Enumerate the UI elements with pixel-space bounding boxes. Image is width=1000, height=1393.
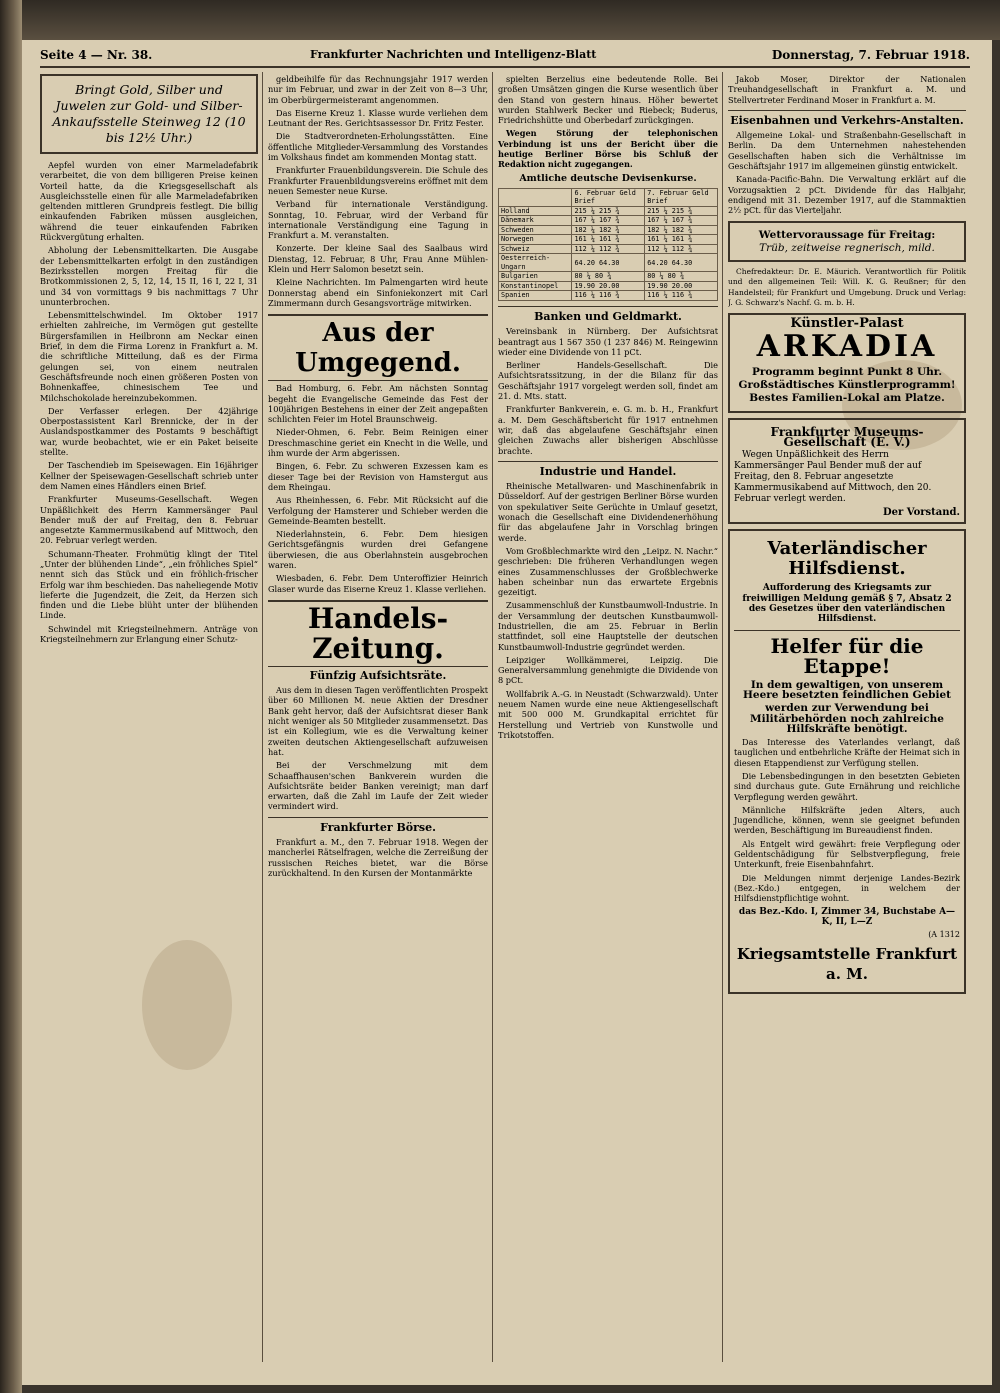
article-paragraph: Kleine Nachrichten. Im Palmengarten wird heute Donnerstag abend ein Sinfoniekonzert mit Carl Zimmermann durch Gesangsvorträge mitwirken. [268, 277, 488, 308]
article-paragraph: Der Taschendieb im Speisewagen. Ein 16jähriger Kellner der Speisewagen-Gesellschaft schrieb unter dem Namen eines Händlers einen Brief. [40, 460, 258, 491]
hilfsdienst-notice [728, 529, 966, 994]
column-rule [262, 72, 263, 1362]
article-paragraph: Die Meldungen nimmt derjenige Landes-Bezirk (Bez.-Kdo.) entgegen, in welchem der Hilfsdienstpflichtige wohnt. [734, 872, 960, 904]
devisen-table [498, 188, 718, 301]
article-paragraph: Rheinische Metallwaren- und Maschinenfabrik in Düsseldorf. Auf der gestrigen Berliner Börse wurden von spekulativer Seite Gerüchte in Umlauf gesetzt, wonach die Gesellschaft eine Dividendenerhöhung für das abgelaufene Jahr in Vorschlag bringen werde. [498, 481, 718, 543]
page-header [40, 44, 970, 68]
etappe-title: Helfer für die Etappe! [770, 633, 924, 678]
table-cell: 112 ¼ 112 ¾ [645, 244, 718, 254]
divider [498, 306, 718, 307]
masthead: Frankfurter Nachrichten und Intelligenz-Blatt [310, 48, 597, 61]
hilfsdienst-sub: Aufforderung des Kriegsamts zur freiwilligen Meldung gemäß § 7, Absatz 2 des Gesetzes über den vaterländischen Hilfsdienst. [742, 583, 952, 625]
article-paragraph: Wegen Störung der telephonischen Verbindung ist uns der Bericht über die heutige Berliner Börse bis Schluß der Redaktion nicht zugegangen. [498, 128, 718, 170]
table-cell: Norwegen [499, 235, 572, 245]
article-paragraph: Aus dem in diesen Tagen veröffentlichten Prospekt über 60 Millionen M. neue Aktien der Dresdner Bank geht hervor, daß der Aufsichtsrat dieser Bank nicht weniger als 50 Mitglieder zusammensetzt. Das ist ein Kollegium, wie es die Verwaltung keiner zweiten deutschen Aktiengesellschaft aufzuweisen hat. [268, 685, 488, 757]
article-paragraph: Der Verfasser erlegen. Der 42jährige Oberpostassistent Karl Brennicke, der in der Auslandspostkammer des Postamts 9 beschäftigt war, wurde beobachtet, wie er ein Paket beiseite stellte. [40, 405, 258, 458]
column-rule [492, 72, 493, 1362]
article-paragraph: Kanada-Pacific-Bahn. Die Verwaltung erklärt auf die Vorzugsaktien 2 pCt. Dividende für das Halbjahr, endigend mit 31. Dezember 1917, auf die Stammaktien 2½ pCt. für das Vierteljahr. [728, 174, 966, 216]
column-3 [498, 74, 718, 1364]
scan-top-band [0, 0, 1000, 40]
article-paragraph: geldbeihilfe für das Rechnungsjahr 1917 werden nur im Februar, und zwar in der Zeit von 8—3 Uhr, im Oberbürgermeisteramt angenommen. [268, 74, 488, 105]
article-paragraph: Abholung der Lebensmittelkarten. Die Ausgabe der Lebensmittelkarten erfolgt in den zuständigen Bezirksstellen morgen Freitag für die Brotkommissionen 2, 5, 12, 14, 15 II, 16 I, 22 I, 31 und 34 von vormittags 9 bis nachmittags 7 Uhr ununterbrochen. [40, 245, 258, 307]
table-cell: Bulgarien [499, 272, 572, 282]
table-cell: 182 ¼ 182 ¾ [572, 225, 645, 235]
table-row [499, 291, 718, 301]
article-paragraph: Die Lebensbedingungen in den besetzten Gebieten sind durchaus gute. Gute Ernährung und reichliche Verpflegung werden gewährt. [734, 770, 960, 802]
weather-forecast: Trüb, zeitweise regnerisch, mild. [759, 241, 935, 254]
hilfsdienst-title: Vaterländischer Hilfsdienst. [767, 538, 927, 580]
article-paragraph: Berliner Handels-Gesellschaft. Die Aufsichtsratssitzung, in der die Bilanz für das Geschäftsjahr 1917 vorgelegt werden soll, findet am 21. d. Mts. statt. [498, 360, 718, 402]
ad-reference: (A 1312 [928, 930, 960, 940]
article-paragraph: Die Stadtverordneten-Erholungsstätten. Eine öffentliche Mitglieder-Versammlung des Vorstandes im Volkshaus findet am kommenden Montag statt. [268, 131, 488, 163]
table-row [499, 281, 718, 291]
museum-notice [728, 418, 966, 525]
divider [728, 110, 966, 111]
book-spine [0, 0, 22, 1393]
page-number: Seite 4 — Nr. 38. [40, 48, 153, 62]
article-paragraph: spielten Berzelius eine bedeutende Rolle. Bei großen Umsätzen gingen die Kurse wesentlich über den Stand von gestern hinaus. Höher bewertet wurden Stahlwerk Becker und Riebeck; Buderus, Friedrichshütte und Oberbedarf zurückgingen. [498, 74, 718, 126]
article-paragraph: Bad Homburg, 6. Febr. Am nächsten Sonntag begeht die Evangelische Gemeinde das Fest der 100jährigen Bestehens in einer der Zeit angepaßten schlichten Feier im Hotel Braunschweig. [268, 383, 488, 425]
museum-signature: Der Vorstand. [882, 507, 960, 519]
table-cell: Holland [499, 206, 572, 216]
table-cell: 19.90 20.00 [645, 281, 718, 291]
table-cell: 112 ¼ 112 ¾ [572, 244, 645, 254]
kdo-line: das Bez.-Kdo. I, Zimmer 34, Buchstabe A—K, II, L—Z [738, 906, 956, 927]
issue-date: Donnerstag, 7. Februar 1918. [771, 48, 970, 62]
table-cell: 215 ¼ 215 ¾ [572, 206, 645, 216]
article-headline: Banken und Geldmarkt. [534, 309, 682, 323]
column-1 [40, 74, 258, 1364]
table-cell: 167 ¼ 167 ¾ [572, 216, 645, 226]
table-cell: 64.20 64.30 [645, 254, 718, 272]
table-cell: 80 ¼ 80 ¾ [645, 272, 718, 282]
table-cell: 182 ¼ 182 ¾ [645, 225, 718, 235]
section-title-handels: Handels-Zeitung. [268, 600, 488, 667]
table-cell: 64.20 64.30 [572, 254, 645, 272]
table-row [499, 235, 718, 245]
article-headline: Eisenbahnen und Verkehrs-Anstalten. [730, 113, 964, 127]
table-header-cell [499, 188, 572, 206]
article-paragraph: Aus Rheinhessen, 6. Febr. Mit Rücksicht auf die Verfolgung der Hamsterer und Schieber werden die Gemeinde-Beamten bestellt. [268, 495, 488, 526]
table-cell: 19.90 20.00 [572, 281, 645, 291]
article-paragraph: Vereinsbank in Nürnberg. Der Aufsichtsrat beantragt aus 1 567 350 (1 237 846) M. Reingewinn wieder eine Dividende von 11 pCt. [498, 326, 718, 357]
article-paragraph: Als Entgelt wird gewährt: freie Verpflegung oder Geldentschädigung für Selbstverpflegung, freie Unterkunft, freie Eisenbahnfahrt. [734, 838, 960, 870]
table-cell: 161 ¼ 161 ¾ [572, 235, 645, 245]
table-cell: 167 ¼ 167 ¾ [645, 216, 718, 226]
article-paragraph: Bingen, 6. Febr. Zu schweren Exzessen kam es dieser Tage bei der Revision von Hamstergut aus dem Rheingau. [268, 461, 488, 492]
arkadia-line: Bestes Familien-Lokal am Platze. [749, 392, 945, 405]
article-paragraph: Leipziger Wollkämmerei, Leipzig. Die Generalversammlung genehmigte die Dividende von 8 pCt. [498, 654, 718, 686]
table-row [499, 225, 718, 235]
article-headline: Frankfurter Börse. [320, 820, 436, 834]
table-cell: Schweiz [499, 244, 572, 254]
table-row [499, 244, 718, 254]
column-4 [728, 74, 966, 1364]
column-rule [722, 72, 723, 1362]
article-headline: Industrie und Handel. [539, 464, 677, 478]
article-paragraph: Schwindel mit Kriegsteilnehmern. Anträge von Kriegsteilnehmern zur Erlangung einer Schutz- [40, 623, 258, 645]
article-paragraph: Frankfurter Bankverein, e. G. m. b. H., Frankfurt a. M. Dem Geschäftsbericht für 1917 entnehmen wir, daß das abgelaufene Geschäftsjahr einen gleichen Zuwachs aller bisherigen Abschlüsse brachte. [498, 404, 718, 456]
article-paragraph: Lebensmittelschwindel. Im Oktober 1917 erhielten zahlreiche, im Vermögen gut gestellte Bürgersfamilien in Heilbronn am Neckar einen Brief, in dem die Firma Lorenz in Frankfurt a. M. die schriftliche Mitteilung, daß es der Firma gelungen sei, von einem neutralen Geschäftsfreunde noch einen größeren Posten von Bohnenkaffee, chinesischem Tee und Milchschokolade hereinzubekommen. [40, 310, 258, 403]
article-paragraph: Allgemeine Lokal- und Straßenbahn-Gesellschaft in Berlin. Da dem Unternehmen nahestehenden Gesellschaften haben sich die Verhältnisse im Geschäftsjahr 1917 im allgemeinen günstig entwickelt. [728, 130, 966, 172]
table-header-cell: 7. Februar Geld Brief [645, 188, 718, 206]
table-cell: Dänemark [499, 216, 572, 226]
article-paragraph: Wollfabrik A.-G. in Neustadt (Schwarzwald). Unter neuem Namen wurde eine neue Aktiengesellschaft mit 500 000 M. Grundkapital errichtet für Herstellung und Vertrieb von Kunstwolle und Trikotstoffen. [498, 688, 718, 740]
museum-title: Frankfurter Museums-Gesellschaft (E. V.) [770, 424, 924, 449]
table-header-row [499, 188, 718, 206]
imprint: Chefredakteur: Dr. E. Mäurich. Verantwortlich für Politik und den allgemeinen Teil: Will. K. G. Reußner; für den Handelsteil; für Frankfurt und Umgebung. Druck und Verlag: J. G. Schwarz's Nachf. G. m. b. H. [728, 267, 966, 308]
weather-box [728, 221, 966, 263]
article-paragraph: Frankfurt a. M., den 7. Februar 1918. Wegen der mancherlei Rätselfragen, welche die Zerreißung der russischen Reiches bietet, war die Börse zurückhaltend. In den Kursen der Montanmärkte [268, 837, 488, 878]
divider [268, 817, 488, 818]
table-header-cell: 6. Februar Geld Brief [572, 188, 645, 206]
arkadia-ad [728, 313, 966, 412]
article-paragraph: Aepfel wurden von einer Marmeladefabrik verarbeitet, die von dem billigeren Preise keinen Vorteil hatte, da die Kriegsgesellschaft als Ausgleichsstelle einen für alle Marmeladefabriken geltenden mittleren Grundpreis festlegt. Die billig einkaufenden Fabriken müssen ausgleichen, während die teuer einkaufenden Fabriken Rückvergütung erhalten. [40, 160, 258, 243]
article-paragraph: Nieder-Ohmen, 6. Febr. Beim Reinigen einer Dreschmaschine geriet ein Knecht in die Welle, und ihm wurde der Arm abgerissen. [268, 427, 488, 459]
section-title-umgegend: Aus der Umgegend. [268, 314, 488, 381]
museum-text: Wegen Unpäßlichkeit des Herrn Kammersänger Paul Bender muß der auf Freitag, den 8. Februar angesetzte Kammermusikabend auf Mittwoch, den 20. Februar verlegt werden. [734, 450, 932, 505]
article-headline: Fünfzig Aufsichtsräte. [309, 668, 447, 682]
table-row [499, 216, 718, 226]
article-paragraph: Zusammenschluß der Kunstbaumwoll-Industrie. In der Versammlung der deutschen Kunstbaumwoll-Industriellen, die am 25. Februar in Berlin stattfindet, soll eine Hauptstelle der deutschen Kunstbaumwoll-Industrie gegründet werden. [498, 600, 718, 652]
article-paragraph: Vom Großblechmarkte wird den „Leipz. N. Nachr.“ geschrieben: Die früheren Verhandlungen wegen eines Zusammenschlusses der Großblechwerke haben scheinbar nun das erwartete Ergebnis gezeitigt. [498, 545, 718, 598]
article-paragraph: Bei der Verschmelzung mit dem Schaaffhausen'schen Bankverein wurden die Aufsichtsräte beider Banken vereinigt; man darf erwarten, daß die Zahl im Laufe der Zeit wieder vermindert wird. [268, 760, 488, 812]
article-paragraph: Verband für internationale Verständigung. Sonntag, 10. Februar, wird der Verband für internationale Verständigung eine Tagung in Frankfurt a. M. veranstalten. [268, 199, 488, 241]
table-cell: 80 ¼ 80 ¾ [572, 272, 645, 282]
article-paragraph: Jakob Moser, Direktor der Nationalen Treuhandgesellschaft in Frankfurt a. M. und Stellvertreter Ferdinand Moser in Frankfurt a. M. [728, 74, 966, 105]
article-paragraph: Frankfurter Frauenbildungsverein. Die Schule des Frankfurter Frauenbildungsvereins eröffnet mit dem neuen Semester neue Kurse. [268, 165, 488, 196]
table-cell: Spanien [499, 291, 572, 301]
table-title: Amtliche deutsche Devisenkurse. [519, 172, 697, 184]
arkadia-header: Künstler-Palast [790, 316, 904, 332]
table-cell: 215 ¼ 215 ¾ [645, 206, 718, 216]
table-row [499, 272, 718, 282]
article-paragraph: Wiesbaden, 6. Febr. Dem Unteroffizier Heinrich Glaser wurde das Eiserne Kreuz 1. Klasse verliehen. [268, 573, 488, 594]
divider [498, 461, 718, 462]
article-paragraph: Das Eiserne Kreuz 1. Klasse wurde verliehen dem Leutnant der Res. Gerichtsassessor Dr. Fritz Fester. [268, 107, 488, 129]
article-paragraph: Frankfurter Museums-Gesellschaft. Wegen Unpäßlichkeit des Herrn Kammersänger Paul Bender muß der auf Freitag, den 8. Februar angesetzte Kammermusikabend auf Mittwoch, den 20. Februar verlegt werden. [40, 494, 258, 546]
article-paragraph: Das Interesse des Vaterlandes verlangt, daß tauglichen und entbehrliche Kräfte der Heimat sich in diesen Etappendienst zur Verfügung stellen. [734, 737, 960, 768]
etappe-line: werden zur Verwendung bei Militärbehörden noch zahlreiche Hilfskräfte benötigt. [750, 702, 944, 735]
table-cell: Konstantinopel [499, 281, 572, 291]
weather-title: Wettervoraussage für Freitag: [758, 228, 936, 241]
table-cell: Schweden [499, 225, 572, 235]
article-paragraph: Niederlahnstein, 6. Febr. Dem hiesigen Gerichtsgefängnis wurden drei Gefangene überwiesen, die aus Oberlahnstein ausgebrochen waren. [268, 529, 488, 570]
gold-ankauf-ad: Bringt Gold, Silber und Juwelen zur Gold- und Silber-Ankaufsstelle Steinweg 12 (10 bis 12½ Uhr.) [40, 74, 258, 154]
arkadia-line: Programm beginnt Punkt 8 Uhr. [751, 365, 943, 378]
kriegsamt-footer: Kriegsamtstelle Frankfurt a. M. [736, 945, 958, 984]
column-2 [268, 74, 488, 1364]
article-paragraph: Konzerte. Der kleine Saal des Saalbaus wird Dienstag, 12. Februar, 8 Uhr, Frau Anne Mühlen-Klein und Herr Salomon besetzt sein. [268, 243, 488, 275]
table-cell: 161 ¼ 161 ¾ [645, 235, 718, 245]
article-paragraph: Männliche Hilfskräfte jeden Alters, auch Jugendliche, können, wenn sie geeignet befunden werden, Beschäftigung im Bureaudienst finden. [734, 804, 960, 836]
divider [734, 630, 960, 631]
table-row [499, 254, 718, 272]
table-cell: 116 ¼ 116 ¾ [645, 291, 718, 301]
table-cell: 116 ¼ 116 ¾ [572, 291, 645, 301]
table-cell: Oesterreich-Ungarn [499, 254, 572, 272]
arkadia-name: ARKADIA [756, 328, 938, 364]
article-paragraph: Schumann-Theater. Frohmütig klingt der Titel „Unter der blühenden Linde“, „ein fröhliches Spiel“ nennt sich das Stück und ein fröhlich-frischer Erfolg war ihm beschieden. Das naheliegende Motiv lieferte die Jugendzeit, die Zeit, da Herzen sich finden und die Liebe blüht unter der blühenden Linde. [40, 548, 258, 621]
table-row [499, 206, 718, 216]
arkadia-line: Großstädtisches Künstlerprogramm! [738, 378, 956, 391]
etappe-line: In dem gewaltigen, von unserem Heere besetzten feindlichen Gebiet [742, 678, 952, 701]
